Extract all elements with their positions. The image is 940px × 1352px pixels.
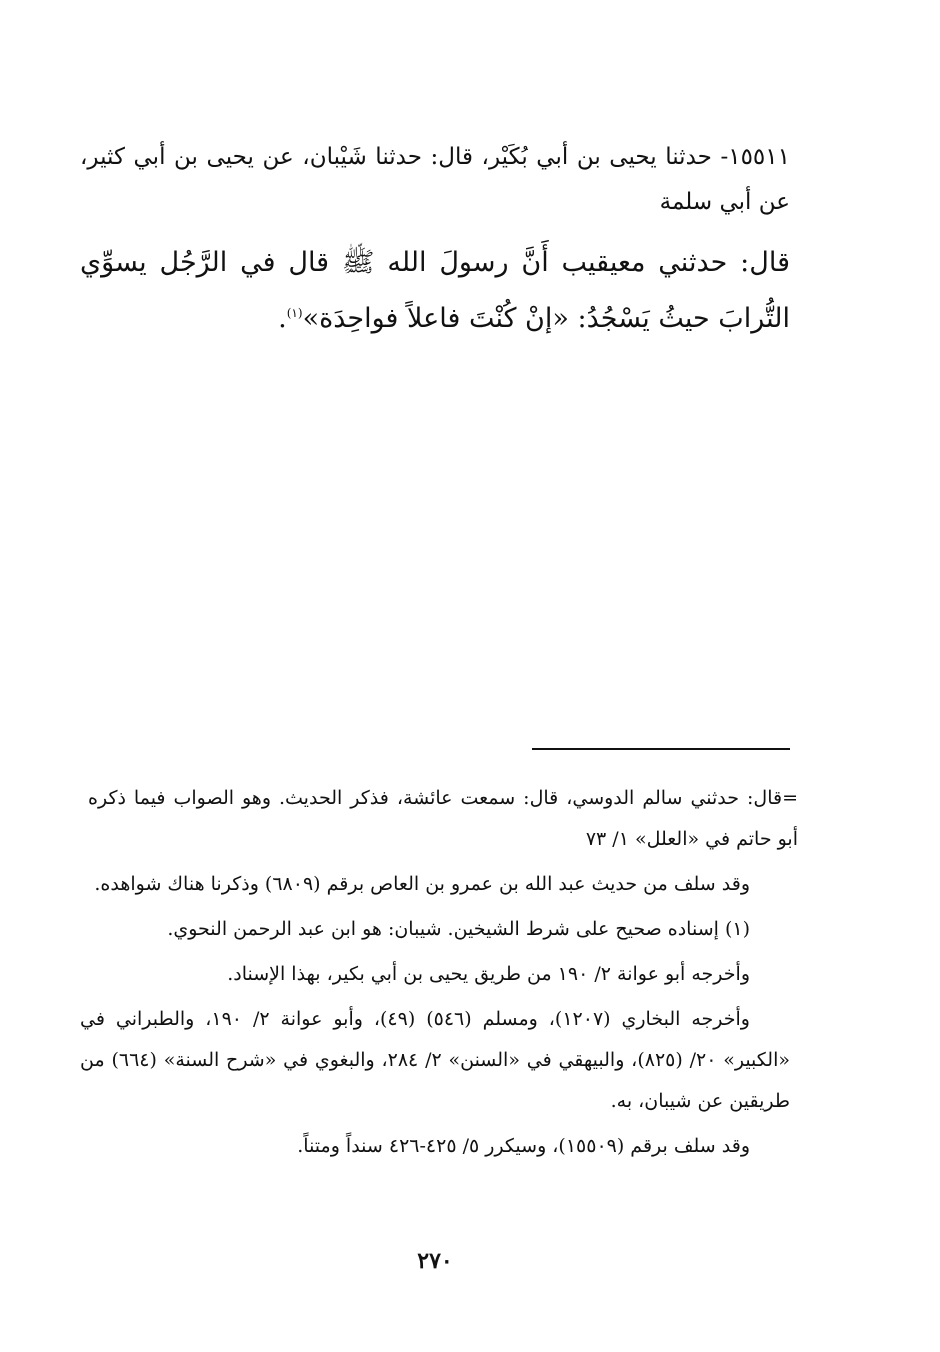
footnote-paragraph: وأخرجه أبو عوانة ٢/ ١٩٠ من طريق يحيى بن أبي بكير، بهذا الإسناد. <box>227 963 750 985</box>
footnote-separator <box>532 748 790 750</box>
footnote-marker: (١) <box>286 306 303 320</box>
footnotes <box>80 778 798 1171</box>
hadith-matn-end: . <box>278 303 287 334</box>
hadith-matn <box>80 235 790 347</box>
book-page <box>80 0 798 1352</box>
footnote-continuation: =قال: حدثني سالم الدوسي، قال: سمعت عائشة، فذكر الحديث. وهو الصواب فيما ذكره أبو حاتم في «العلل» ١/ ٧٣ <box>88 787 798 850</box>
footnote-paragraph: وأخرجه البخاري (١٢٠٧)، ومسلم (٥٤٦) (٤٩)، وأبو عوانة ٢/ ١٩٠، والطبراني في «الكبير» ٢٠/ (٨٢٥)، والبيهقي في «السنن» ٢/ ٢٨٤، والبغوي في «شرح السنة» (٦٦٤) من طريقين عن شيبان، به. <box>80 1008 790 1112</box>
hadith-isnad: ١٥٥١١- حدثنا يحيى بن أبي بُكَيْر، قال: حدثنا شَيْبان، عن يحيى بن أبي كثير، عن أبي سلمة <box>80 144 790 215</box>
footnote-paragraph: وقد سلف برقم (١٥٥٠٩)، وسيكرر ٥/ ٤٢٥-٤٢٦ سنداً ومتناً. <box>297 1135 750 1157</box>
footnote-paragraph: وقد سلف من حديث عبد الله بن عمرو بن العاص برقم (٦٨٠٩) وذكرنا هناك شواهده. <box>94 873 750 895</box>
page-number: ٢٧٠ <box>417 1248 453 1274</box>
hadith-matn-text: قال: حدثني معيقيب أَنَّ رسولَ الله ﷺ قال في الرَّجُل يسوِّي التُّرابَ حيثُ يَسْجُدُ: «إنْ كُنْتَ فاعلاً فواحِدَة» <box>80 247 790 334</box>
footnote-1: (١) إسناده صحيح على شرط الشيخين. شيبان: هو ابن عبد الرحمن النحوي. <box>167 918 750 940</box>
